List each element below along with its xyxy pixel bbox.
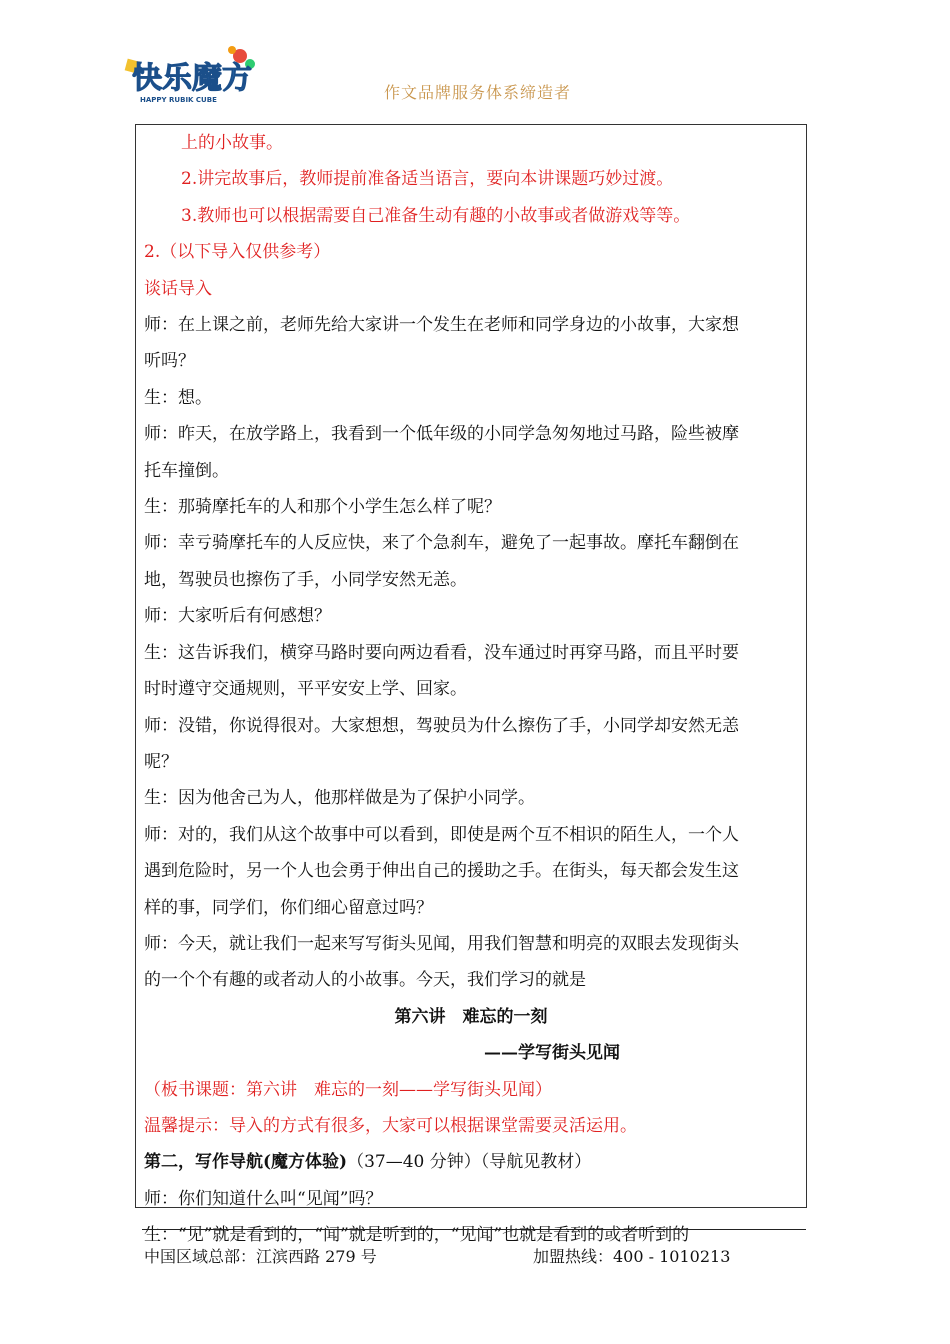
section-heading: 谈话导入: [144, 278, 212, 299]
footer-hotline: 加盟热线：400 - 1010213: [533, 1247, 731, 1266]
footer-address: 中国区域总部：江滨西路 279 号: [144, 1247, 377, 1266]
text-line: 师：大家听后有何感想？: [144, 606, 331, 627]
footer-divider: [142, 1229, 806, 1230]
text-line: 生：因为他舍己为人，他那样做是为了保护小同学。: [144, 788, 535, 809]
text-line: 托车撞倒。: [144, 460, 229, 481]
text-line: 听吗？: [144, 351, 195, 372]
text-line: 遇到危险时，另一个人也会勇于伸出自己的援助之手。在街头，每天都会发生这: [144, 861, 739, 882]
section-heading-note: （37—40 分钟）（导航见教材）: [347, 1152, 592, 1173]
header-slogan: 作文品牌服务体系缔造者: [384, 83, 572, 102]
text-line: 生：“见”就是看到的，“闻”就是听到的，“见闻”也就是看到的或者听到的: [144, 1225, 690, 1246]
text-line: 呢？: [144, 751, 178, 772]
lesson-subtitle: ——学写街头见闻: [484, 1043, 620, 1064]
text-line: （板书课题：第六讲 难忘的一刻——学写街头见闻）: [144, 1079, 552, 1100]
section-heading-bold: 第二，写作导航(魔方体验): [144, 1152, 348, 1173]
text-line: 时时遵守交通规则，平平安安上学、回家。: [144, 679, 467, 700]
text-line: 师：你们知道什么叫“见闻”吗？: [144, 1188, 383, 1209]
text-line: 地，驾驶员也擦伤了手，小同学安然无恙。: [144, 569, 467, 590]
text-line: 师：没错，你说得很对。大家想想，驾驶员为什么擦伤了手，小同学却安然无恙: [144, 715, 739, 736]
text-line: 2.（以下导入仅供参考）: [144, 242, 331, 263]
text-line: 样的事，同学们，你们细心留意过吗？: [144, 897, 433, 918]
text-line: 师：幸亏骑摩托车的人反应快，来了个急刹车，避免了一起事故。摩托车翻倒在: [144, 533, 739, 554]
text-line: 3.教师也可以根据需要自己准备生动有趣的小故事或者做游戏等等。: [181, 205, 691, 226]
text-line: 师：昨天，在放学路上，我看到一个低年级的小同学急匆匆地过马路，险些被摩: [144, 424, 739, 445]
text-line: 生：想。: [144, 387, 212, 408]
text-line: 生：那骑摩托车的人和那个小学生怎么样了呢？: [144, 497, 501, 518]
text-line: 上的小故事。: [181, 133, 283, 153]
text-line: 师：今天，就让我们一起来写写街头见闻，用我们智慧和明亮的双眼去发现街头: [144, 933, 739, 954]
lesson-title: 第六讲 难忘的一刻: [394, 1006, 548, 1027]
text-line: 2.讲完故事后，教师提前准备适当语言，要向本讲课题巧妙过渡。: [181, 169, 674, 190]
text-line: 师：对的，我们从这个故事中可以看到，即使是两个互不相识的陌生人，一个人: [144, 824, 739, 845]
content-box: [135, 124, 807, 1246]
text-line: 的一个个有趣的或者动人的小故事。今天，我们学习的就是: [144, 970, 586, 991]
text-line: 师：在上课之前，老师先给大家讲一个发生在老师和同学身边的小故事，大家想: [144, 315, 739, 336]
section-heading: [144, 1144, 798, 1180]
logo-subtext: HAPPY RUBIK CUBE: [140, 96, 217, 104]
text-line: 生：这告诉我们，横穿马路时要向两边看看，没车通过时再穿马路，而且平时要: [144, 642, 739, 663]
brand-logo: [126, 46, 260, 104]
tip-line: 温馨提示：导入的方式有很多，大家可以根据课堂需要灵活运用。: [144, 1115, 637, 1136]
logo-text: 快乐魔方: [132, 61, 252, 96]
